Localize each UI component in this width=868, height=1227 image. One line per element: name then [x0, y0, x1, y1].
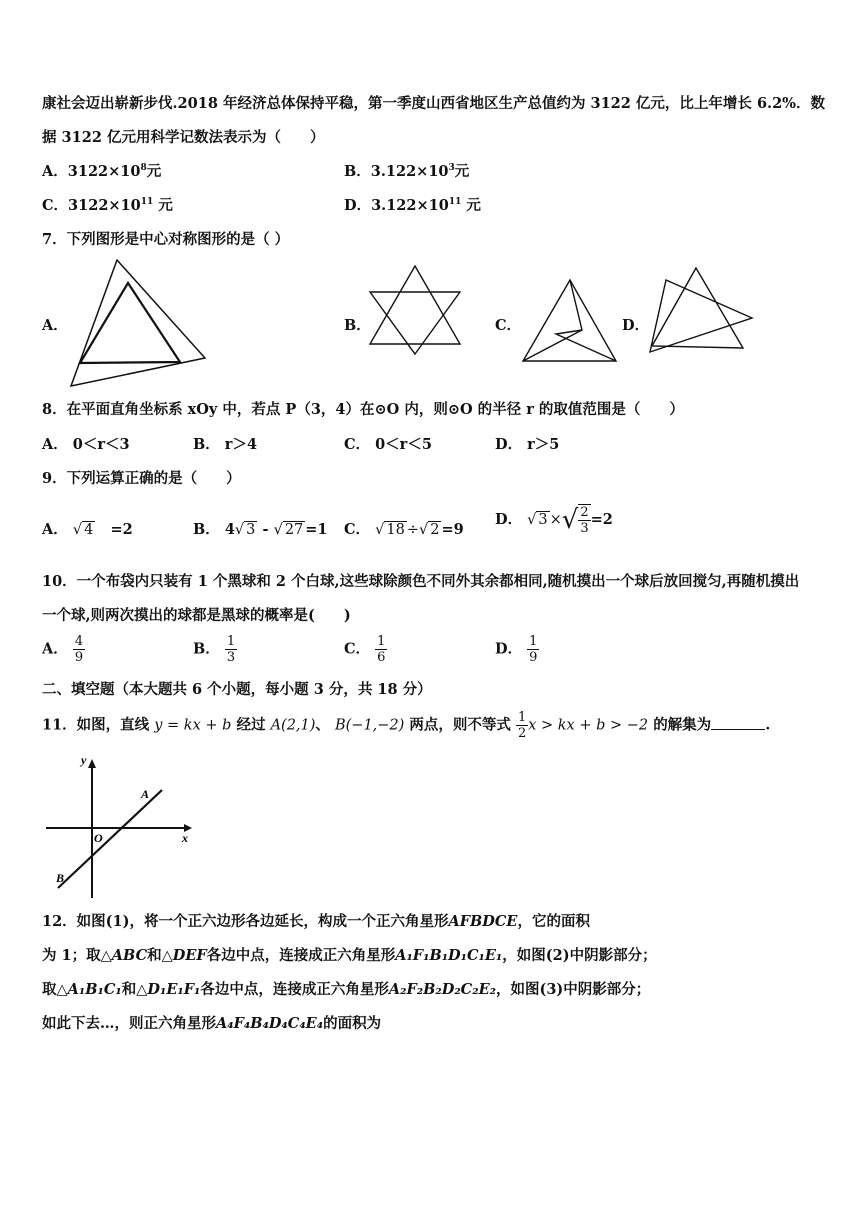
q8-option-d: D． r＞5 [495, 436, 560, 453]
q10-option-c: C． $\frac{1}{6}$ [344, 634, 386, 665]
q10-option-d: D． $\frac{1}{9}$ [495, 634, 538, 665]
q7-figure-c [520, 278, 620, 364]
q6-option-c: C．$3122\times 10^{11}$ 元 [42, 197, 173, 214]
q9-option-b: B． 4√ 3 - √ 27 =1 [193, 521, 328, 538]
q9-option-a: A． √ 4 =2 [42, 521, 133, 538]
q11-graph [44, 753, 194, 900]
y-axis-label: y [81, 753, 87, 767]
origin-label: O [94, 831, 103, 845]
q6-option-a: A．$3122\times 10^8$元 [42, 163, 162, 180]
q10-option-a: A． $\frac{4}{9}$ [42, 634, 84, 665]
q7-label-a: A． [42, 317, 68, 334]
q7-label-b: B． [344, 317, 371, 334]
q7-label-d: D． [622, 317, 650, 334]
q8-stem: 8．在平面直角坐标系 xOy 中，若点 P（3，4）在⊙O 内，则⊙O 的半径 r 的取值范围是（ ） [42, 401, 684, 418]
q6-line2: 据 3122 亿元用科学记数法表示为（ ） [42, 129, 325, 146]
q7-figure-a [60, 258, 210, 388]
q7-stem: 7．下列图形是中心对称图形的是（ ） [42, 231, 290, 248]
q10-line1: 10．一个布袋内只装有 1 个黑球和 2 个白球,这些球除颜色不同外其余都相同,随机摸出一个球后放回搅匀,再随机摸出 [42, 573, 800, 590]
answer-blank[interactable] [711, 717, 765, 730]
q12-line1: 12．如图(1)，将一个正六边形各边延长，构成一个正六角星形AFBDCE，它的面积 [42, 913, 590, 930]
q11-stem: 11．如图，直线 y = kx + b 经过 A(2,1)、 B(−1,−2) 两点，则不等式 $\frac{1}{2}$ x > kx + b > −2 的解集为 . [42, 710, 771, 741]
section-heading: 二、填空题（本大题共 6 个小题，每小题 3 分，共 18 分） [42, 681, 432, 698]
q9-option-c: C． √ 18 ÷√ 2 =9 [344, 521, 464, 538]
q8-option-b: B． r＞4 [193, 436, 258, 453]
q6-option-d: D．$3.122\times 10^{11}$ 元 [344, 197, 481, 214]
q9-stem: 9．下列运算正确的是（ ） [42, 470, 241, 487]
point-a-label: A [141, 787, 150, 801]
q12-line3: 取△A₁B₁C₁和△D₁E₁F₁各边中点，连接成正六角星形A₂F₂B₂D₂C₂E₂，如图(3)中阴影部分； [42, 981, 651, 998]
q7-figure-d [648, 266, 758, 356]
q7-figure-b [366, 264, 466, 356]
q6-line1: 康社会迈出崭新步伐.2018 年经济总体保持平稳，第一季度山西省地区生产总值约为 3122 亿元，比上年增长 6.2%．数 [42, 95, 825, 112]
point-b-label: B [56, 871, 65, 885]
q10-option-b: B． $\frac{1}{3}$ [193, 634, 236, 665]
q12-line4: 如此下去…，则正六角星形A₄F₄B₄D₄C₄E₄的面积为 [42, 1015, 382, 1032]
q8-option-a: A． 0＜r＜3 [42, 436, 130, 453]
q7-label-c: C． [495, 317, 522, 334]
q6-option-b: B．$3.122\times 10^3$元 [344, 163, 470, 180]
x-axis-label: x [182, 831, 188, 845]
q12-line2: 为 1；取△ABC和△DEF各边中点，连接成正六角星形A₁F₁B₁D₁C₁E₁，如图(2)中阴影部分； [42, 947, 657, 964]
q8-option-c: C． 0＜r＜5 [344, 436, 432, 453]
sqrt-symbol: √ 4 [72, 522, 94, 538]
q10-line2: 一个球,则两次摸出的球都是黑球的概率是( ) [42, 607, 351, 624]
q9-option-d: D． √ 3 ×√ $\frac{2}{3}$ =2 [495, 505, 613, 536]
